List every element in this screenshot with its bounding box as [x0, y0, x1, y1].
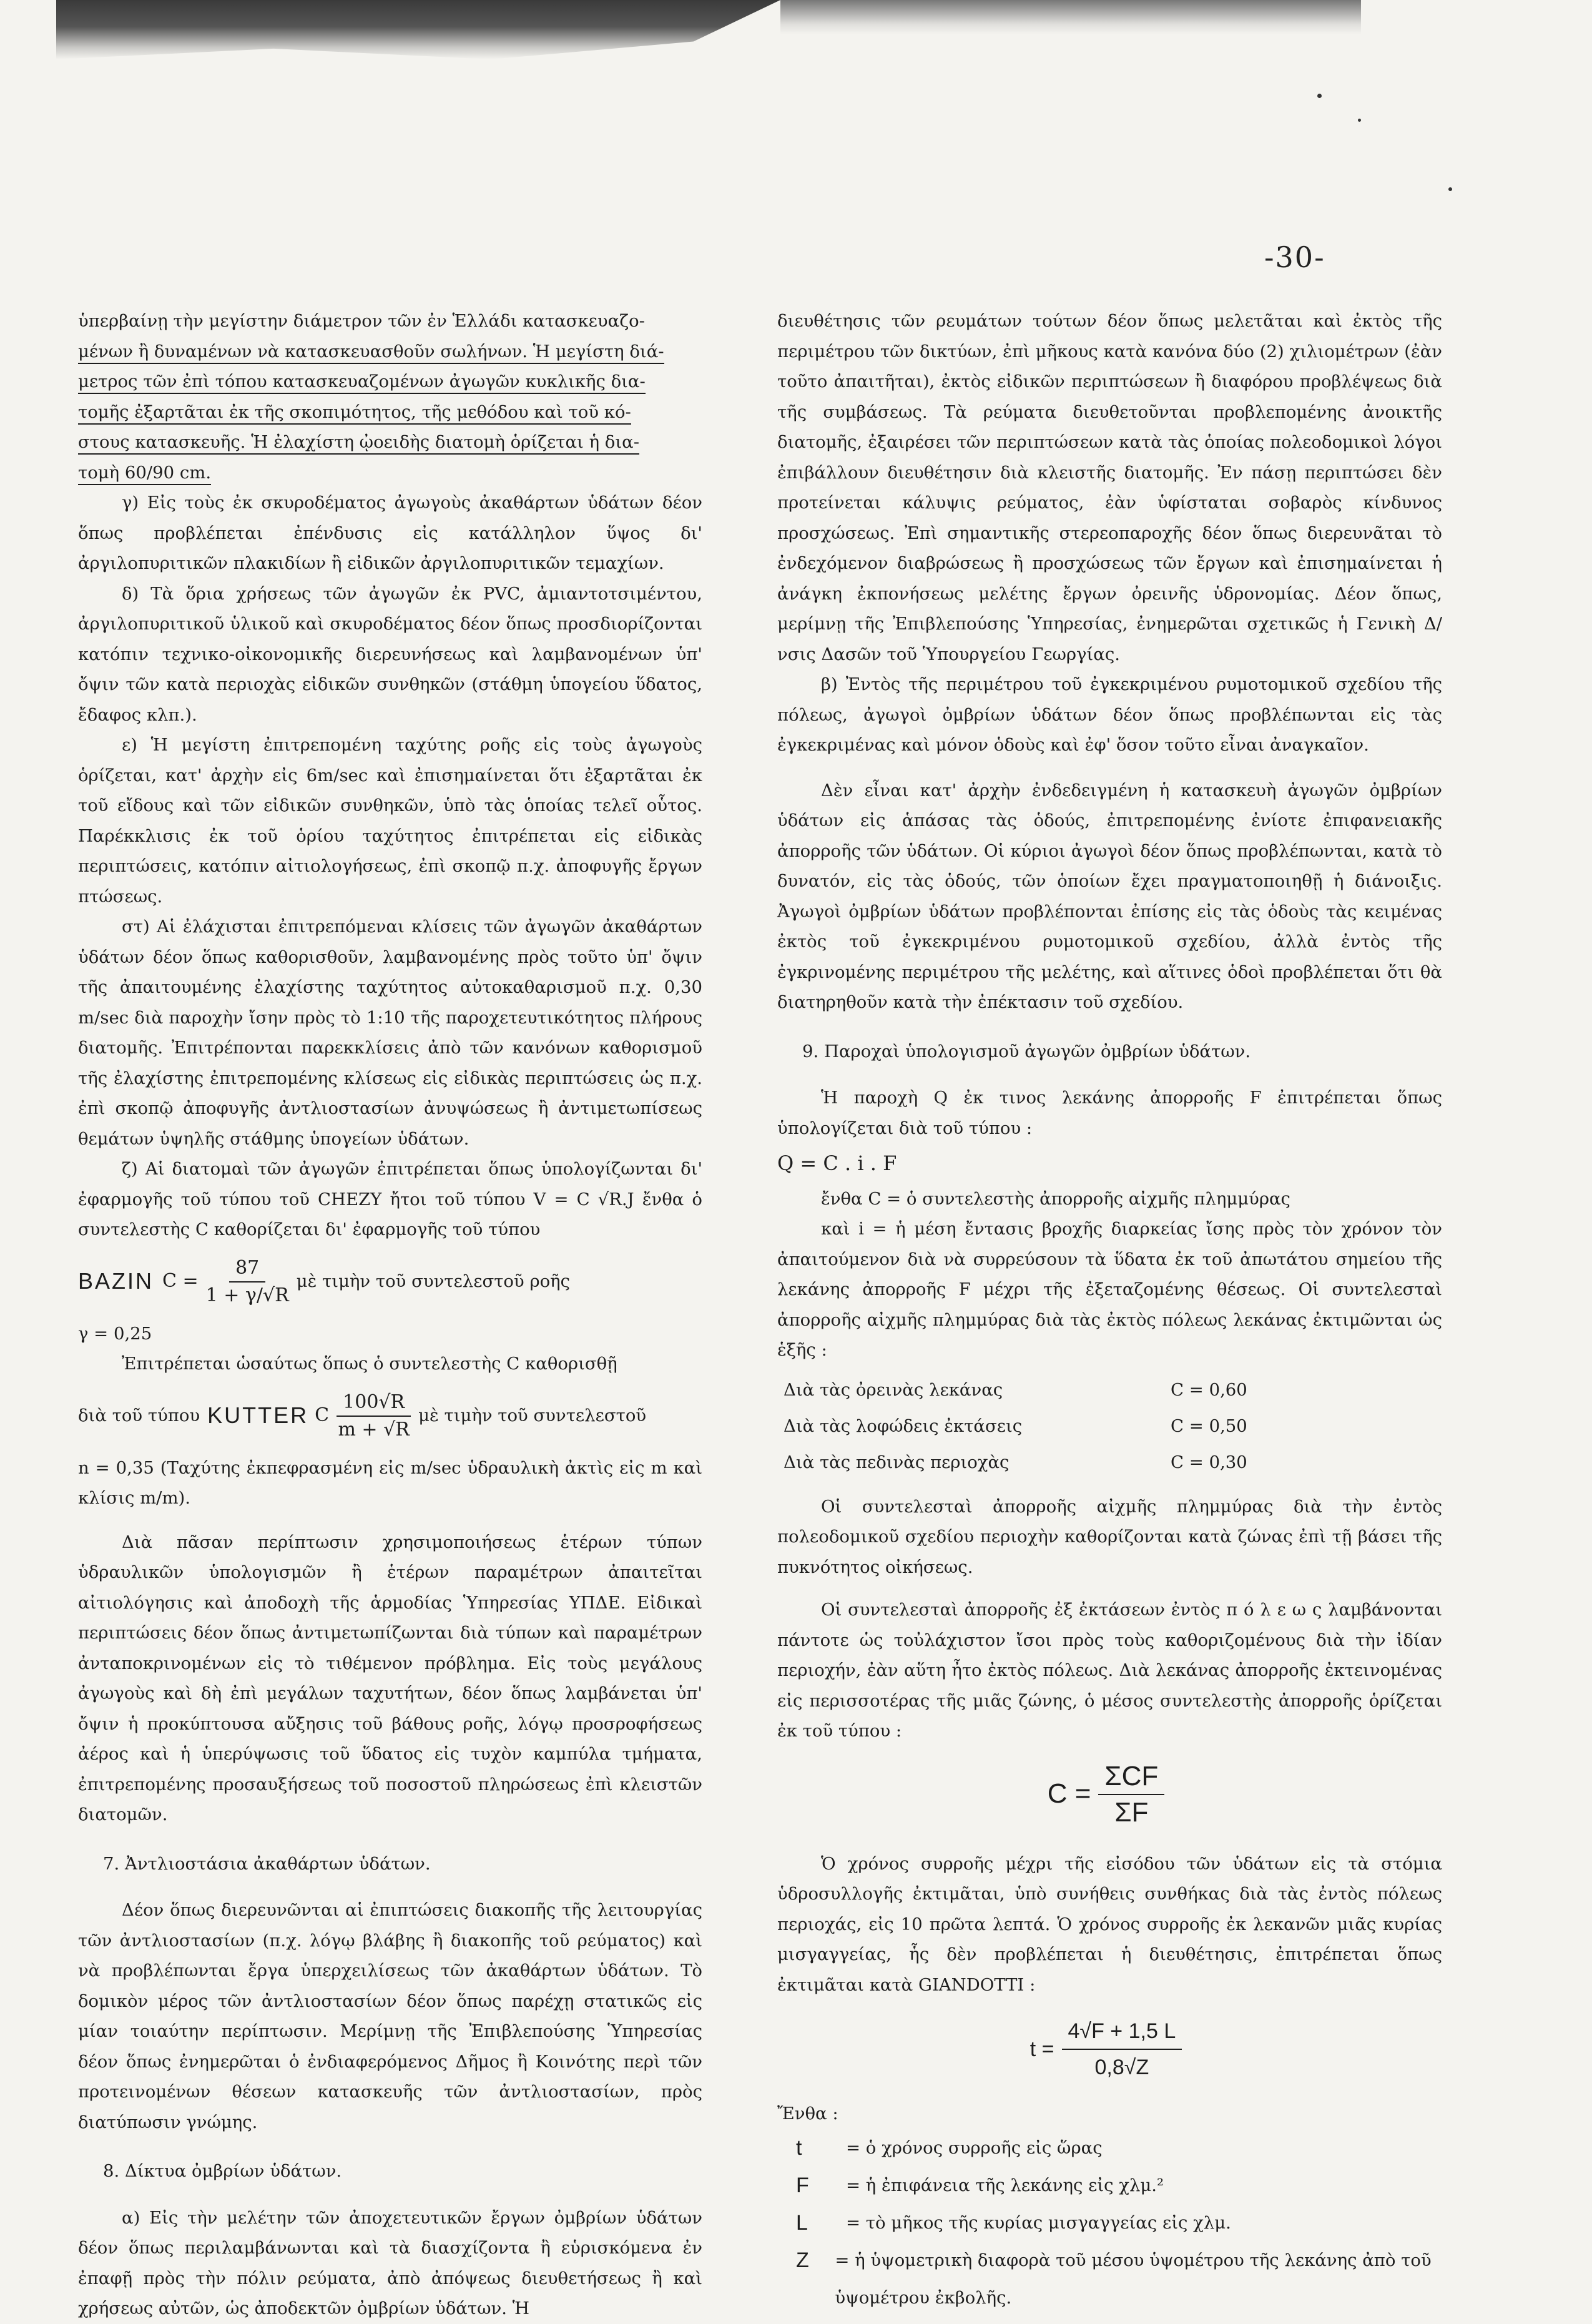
bazin-fraction — [206, 1255, 289, 1309]
bazin-label: BAZIN — [78, 1268, 154, 1294]
definition-symbol: t — [796, 2135, 802, 2160]
coefficient-table — [777, 1372, 1442, 1480]
formula-c-lhs: C = — [1047, 1778, 1091, 1809]
paragraph-other-formulas: Διὰ πᾶσαν περίπτωσιν χρησιμοποιήσεως ἑτέρων τύπων ὑδραυλικῶν ὑπολογισμῶν ἢ ἑτέρων παραμέτρων ἀπαιτεῖται αἰτιολόγησις καὶ ἀποδοχὴ τῆς ἁρμοδίας Ὑπηρεσίας ΥΠΔΕ. Εἰδικαὶ περιπτώσεις δέον ὅπως ἀντιμετωπίζωνται διὰ τύπων καὶ παραμέτρων ἀνταποκρινομένων εἰς τὸ τιθέμενον πρόβλημα. Εἰς τοὺς μεγάλους ἀγωγοὺς καὶ δὴ ἐπὶ μεγάλων ταχυτήτων, δέον ὅπως λαμβάνεται ὑπ' ὄψιν ἡ προκύπτουσα αὔξησις τοῦ βάθους ροῆς, λόγῳ προσροφήσεως ἀέρος καὶ ἡ ὑπερύψωσις τοῦ ὕδατος εἰς τυχὸν καμπύλα τμήματα, ἐπιτρεπομένης προσαυξήσεως τοῦ ποσοστοῦ πληρώσεως ἐπὶ κλειστῶν διατομῶν. — [78, 1532, 702, 1824]
bazin-formula — [78, 1255, 702, 1309]
heading-section-7: 7. Ἀντλιοστάσια ἀκαθάρτων ὑδάτων. — [103, 1853, 431, 1874]
coefficient-row — [784, 1372, 1442, 1408]
underlined-text: τομὴ 60/90 cm. — [78, 463, 211, 485]
underlined-text: τομῆς ἐξαρτᾶται ἐκ τῆς σκοπιμότητος, τῆς μεθόδου καὶ τοῦ κό- — [78, 402, 631, 425]
scan-speck — [1358, 119, 1361, 122]
paragraph-st: στ) Αἱ ἐλάχισται ἐπιτρεπόμεναι κλίσεις τῶν ἀγωγῶν ἀκαθάρτων ὑδάτων δέον ὅπως καθορισθοῦν, λαμβανομένης πρὸς τοῦτο ὑπ' ὄψιν τῆς ἀπαιτουμένης ἐλαχίστης ταχύτητος αὐτοκαθαρισμοῦ π.χ. 0,30 m/sec διὰ παροχὴν ἴσην πρὸς τὸ 1:10 τῆς παροχετευτικότητος πλήρους διατομῆς. Ἐπιτρέπονται παρεκκλίσεις ἀπὸ τῶν κανόνων καθορισμοῦ τῆς ἐλαχίστης ἐπιτρεπομένης κλίσεως εἰς εἰδικὰς περιπτώσεις ὡς π.χ. ἐπὶ σκοπῷ ἀποφυγῆς ἀντλιοστασίων ἀνυψώσεως ἢ ἀντιμετωπίσεως θεμάτων ὑψηλῆς στάθμης ὑπογείων ὑδάτων. — [78, 917, 702, 1149]
page-number: -30- — [1264, 240, 1325, 274]
paragraph-delta: δ) Τὰ ὅρια χρήσεως τῶν ἀγωγῶν ἐκ PVC, ἀμιαντοτσιμέντου, ἀργιλοπυριτικοῦ ὑλικοῦ καὶ σκυροδέματος δέον ὅπως προσδιορίζονται κατόπιν τεχνικο-οἰκονομικῆς διερευνήσεως καὶ λαμβανομένων ὑπ' ὄψιν τῶν κατὰ περιοχὰς εἰδικῶν συνθηκῶν (στάθμη ὑπογείου ὕδατος, ἔδαφος κλπ.). — [78, 583, 702, 725]
scan-speck — [1317, 94, 1322, 98]
paragraph-zeta: ζ) Αἱ διατομαὶ τῶν ἀγωγῶν ἐπιτρέπεται ὅπως ὑπολογίζωνται δι' ἐφαρμογῆς τοῦ τύπου τοῦ CHEZY ἤτοι τοῦ τύπου V = C √R.J ἔνθα ὁ συντελεστὴς C καθορίζεται δι' ἐφαρμογῆς τοῦ τύπου — [78, 1159, 702, 1239]
scan-shadow — [56, 0, 780, 59]
kutter-label: KUTTER — [207, 1402, 309, 1429]
definition-row — [796, 2242, 1442, 2317]
coefficient-value: C = 0,50 — [1171, 1416, 1247, 1436]
line-text: ὑπερβαίνῃ τὴν μεγίστην διάμετρον τῶν ἐν Ἑλλάδι κατασκευαζο- — [78, 311, 645, 331]
left-column — [78, 306, 702, 2324]
paragraph-urban-zones: Οἱ συντελεσταὶ ἀπορροῆς αἰχμῆς πλημμύρας διὰ τὴν ἐντὸς πολεοδομικοῦ σχεδίου περιοχὴν καθορίζονται κατὰ ζώνας ἐπὶ τῇ βάσει τῆς πυκνότητος οἰκήσεως. — [777, 1496, 1442, 1577]
paragraph-gamma: γ) Εἰς τοὺς ἐκ σκυροδέματος ἀγωγοὺς ἀκαθάρτων ὑδάτων δέον ὅπως προβλέπεται ἐπένδυσις εἰς κατάλληλον ὕψος δι' ἀργιλοπυριτικῶν πλακιδίων ἢ εἰδικῶν ἀργιλοπυριτικῶν τεμαχίων. — [78, 493, 702, 573]
coefficient-label: Διὰ τὰς λοφώδεις ἐκτάσεις — [784, 1416, 1023, 1436]
paragraph-mean-coefficient: Οἱ συντελεσταὶ ἀπορροῆς ἐξ ἐκτάσεων ἐντὸς π ό λ ε ω ς λαμβάνονται πάντοτε ὡς τοὐλάχιστον ἴσοι πρὸς τοὺς καθοριζομένους διὰ τὴν ἰδίαν περιοχήν, ἐὰν αὕτη ἦτο ἐκτὸς πόλεως. Διὰ λεκάνας ἀπορροῆς ἐκτεινομένας εἰς περισσοτέρας τῆς μιᾶς ζώνης, ὁ μέσος συντελεστὴς ἀπορροῆς ὁρίζεται ἐκ τοῦ τύπου : — [777, 1600, 1442, 1741]
coefficient-label: Διὰ τὰς ὀρεινὰς λεκάνας — [784, 1379, 1003, 1400]
kutter-pre: διὰ τοῦ τύπου — [78, 1406, 200, 1426]
formula-giandotti — [777, 2014, 1442, 2085]
bazin-c: C = — [162, 1270, 199, 1292]
paragraph-diameter — [78, 306, 702, 488]
paragraph-beta: β) Ἐντὸς τῆς περιμέτρου τοῦ ἐγκεκριμένου ρυμοτομικοῦ σχεδίου τῆς πόλεως, ἀγωγοὶ ὀμβρίων ὑδάτων δέον ὅπως προβλέπωνται εἰς τὰς ἐγκεκριμένας καὶ μόνον ὁδοὺς καὶ ἐφ' ὅσον τοῦτο εἶναι ἀναγκαῖον. — [777, 674, 1442, 755]
underlined-text: στους κατασκευῆς. Ἡ ἐλαχίστη ᾠοειδὴς διατομὴ ὁρίζεται ἡ δια- — [78, 432, 639, 455]
definition-row — [796, 2167, 1442, 2204]
paragraph-surface-runoff: Δὲν εἶναι κατ' ἀρχὴν ἐνδεδειγμένη ἡ κατασκευὴ ἀγωγῶν ὀμβρίων ὑδάτων εἰς ἁπάσας τὰς ὁδούς, ἐπιτρεπομένης ἐνίοτε ἐπιφανειακῆς ἀπορροῆς τῶν ὑδάτων. Οἱ κύριοι ἀγωγοὶ δέον ὅπως προβλέπωνται, κατὰ τὸ δυνατόν, εἰς τὰς ὁδούς, τῶν ὁποίων ἔχει πραγματοποιηθῇ ἡ διάνοιξις. Ἀγωγοὶ ὀμβρίων ὑδάτων προβλέπονται ἐπίσης εἰς τὰς ὁδοὺς τὰς κειμένας ἐκτὸς τοῦ ἐγκεκριμένου ρυμοτομικοῦ σχεδίου, ἀλλὰ ἐντὸς τῆς ἐγκρινομένης περιμέτρου τῆς μελέτης, καὶ αἵτινες ὁδοὶ προβλέπεται ὅτι θὰ διατηρηθοῦν κατὰ τὴν ἐπέκτασιν τοῦ σχεδίου. — [777, 780, 1442, 1012]
formula-t-denominator: 0,8√Z — [1094, 2056, 1149, 2079]
where-label: Ἔνθα : — [777, 2104, 838, 2124]
paragraph-concentration-time: Ὁ χρόνος συρροῆς μέχρι τῆς εἰσόδου τῶν ὑδάτων εἰς τὰ στόμια ὑδροσυλλογῆς ἐκτιμᾶται, ὑπὸ συνήθεις συνθήκας διὰ τὰς ἐντὸς πόλεως περιοχάς, εἰς 10 πρῶτα λεπτά. Ὁ χρόνος συρροῆς ἐκ λεκανῶν μιᾶς κυρίας μισγαγγείας, ἧς δὲν προβλέπεται ἡ διευθέτησις, ἐπιτρέπεται ὅπως ἐκτιμᾶται κατὰ GIANDOTTI : — [777, 1853, 1442, 1995]
bazin-numerator: 87 — [229, 1255, 265, 1283]
scan-speck — [1448, 187, 1452, 191]
text-line — [78, 458, 702, 488]
definition-row — [796, 2204, 1442, 2242]
text-line — [78, 367, 702, 397]
formula-t-lhs: t = — [1029, 2037, 1054, 2061]
coefficient-value: C = 0,60 — [1171, 1379, 1247, 1400]
definitions-list — [777, 2129, 1442, 2317]
paragraph-discharge: Ἡ παροχὴ Q ἐκ τινος λεκάνης ἀπορροῆς F ἐπιτρέπεται ὅπως ὑπολογίζεται διὰ τοῦ τύπου : — [777, 1088, 1442, 1138]
formula-c-numerator: ΣCF — [1098, 1759, 1164, 1795]
bazin-tail: μὲ τιμὴν τοῦ συντελεστοῦ ροῆς — [296, 1271, 571, 1292]
kutter-formula — [78, 1389, 702, 1443]
underlined-text: μετρος τῶν ἐπὶ τόπου κατασκευαζομένων ἀγωγῶν κυκλικῆς δια- — [78, 372, 646, 394]
definition-c: ἔνθα C = ὁ συντελεστὴς ἀπορροῆς αἰχμῆς πλημμύρας — [821, 1188, 1290, 1209]
text-line — [78, 427, 702, 458]
paragraph-n-value: n = 0,35 (Ταχύτης ἐκπεφρασμένη εἰς m/sec ὑδραυλικὴ ἀκτὶς εἰς m καὶ κλίσις m/m). — [78, 1457, 702, 1508]
coefficient-value: C = 0,30 — [1171, 1452, 1247, 1472]
paragraph-kutter-intro: Ἐπιτρέπεται ὡσαύτως ὅπως ὁ συντελεστὴς C καθορισθῇ — [122, 1354, 617, 1374]
definition-text: = τὸ μῆκος τῆς κυρίας μισγαγγείας εἰς χλμ. — [846, 2212, 1231, 2233]
formula-mean-c — [777, 1759, 1442, 1830]
underlined-text: μένων ἢ δυναμένων νὰ κατασκευασθοῦν σωλήνων. Ἡ μεγίστη διά- — [78, 342, 664, 364]
heading-section-8: 8. Δίκτυα ὀμβρίων ὑδάτων. — [103, 2161, 342, 2181]
definition-row — [796, 2129, 1442, 2167]
paragraph-streams: διευθέτησις τῶν ρευμάτων τούτων δέον ὅπως μελετᾶται καὶ ἐκτὸς τῆς περιμέτρου τῶν δικτύων, ἐπὶ μῆκους κατὰ κανόνα δύο (2) χιλιομέτρων (ἐὰν τοῦτο ἀπαιτῆται), ἐκτὸς εἰδικῶν περιπτώσεων ἢ διαφόρου προβλέψεως διὰ τῆς συμβάσεως. Τὰ ρεύματα διευθετοῦνται προβλεπομένης ἀνοικτῆς διατομῆς, ἐξαιρέσει τῶν περιπτώσεων κατὰ τὰς ὁποίας πολεοδομικοὶ λόγοι ἐπιβάλλουν διευθέτησιν διὰ κλειστῆς διατομῆς. Ἐν πάσῃ περιπτώσει δὲν προτείνεται κάλυψις ρεύματος, ἐὰν ὑφίσταται σοβαρὸς κίνδυνος προσχώσεως. Ἐπὶ σημαντικῆς στερεοπαροχῆς δέον ὅπως διερευνᾶται τὸ ἐνδεχόμενον διαβρώσεως ἢ προσχώσεως τῶν ἔργων καὶ ἐπισημαίνεται ἡ ἀνάγκη ἐκπονήσεως μελέτης ἔργων ὀρεινῆς ὑδρονομίας. Δέον ὅπως, μερίμνῃ τῆς Ἐπιβλεπούσης Ὑπηρεσίας, ἐνημερῶται σχετικῶς ἡ Γενικὴ Δ/νσις Δασῶν τοῦ Ὑπουργείου Γεωργίας. — [777, 311, 1442, 664]
right-column — [777, 306, 1442, 2317]
kutter-c: C — [315, 1404, 330, 1427]
formula-t-numerator: 4√F + 1,5 L — [1062, 2014, 1182, 2050]
text-line — [78, 337, 702, 367]
paragraph-pumping-stations: Δέον ὅπως διερευνῶνται αἱ ἐπιπτώσεις διακοπῆς τῆς λειτουργίας τῶν ἀντλιοστασίων (π.χ. λόγῳ βλάβης ἢ διακοπῆς τοῦ ρεύματος) καὶ νὰ προβλέπωνται ἔργα ὑπερχειλίσεως τῶν ἀκαθάρτων ὑδάτων. Τὸ δομικὸν μέρος τῶν ἀντλιοστασίων δέον ὅπως παρέχῃ στατικῶς εἰς μίαν τοιαύτην περίπτωσιν. Μερίμνῃ τῆς Ἐπιβλεπούσης Ὑπηρεσίας δέον ὅπως ἐνημερῶται ὁ ἐνδιαφερόμενος Δῆμος ἢ Κοινότης περὶ τῶν προτεινομένων θέσεων κατασκευῆς τῶν ἀντλιοστασίων, πρὸς διατύπωσιν γνώμης. — [78, 1900, 702, 2132]
gamma-value: γ = 0,25 — [78, 1323, 152, 1344]
text-line — [78, 397, 702, 428]
scan-shadow-light — [780, 0, 1361, 34]
paragraph-intensity: καὶ i = ἡ μέση ἔντασις βροχῆς διαρκείας ἴσης πρὸς τὸν χρόνον τὸν ἀπαιτούμενον διὰ νὰ συρρεύσουν τὰ ὕδατα ἐκ τοῦ ἀπωτάτου σημείου τῆς λεκάνης ἀπορροῆς F μέχρι τῆς ἐξεταζομένης θέσεως. Οἱ συντελεσταὶ ἀπορροῆς αἰχμῆς πλημμύρας διὰ τὰς ἐκτὸς πόλεως λεκάνας ἐκτιμῶνται ὡς ἑξῆς : — [777, 1219, 1442, 1360]
paragraph-epsilon: ε) Ἡ μεγίστη ἐπιτρεπομένη ταχύτης ροῆς εἰς τοὺς ἀγωγοὺς ὁρίζεται, κατ' ἀρχὴν εἰς 6m/sec καὶ ἐπισημαίνεται ὅτι ἐξαρτᾶται ἐκ τοῦ εἴδους καὶ τῶν εἰδικῶν συνθηκῶν, ὑπὸ τὰς ὁποίας τελεῖ οὗτος. Παρέκκλισις ἐκ τοῦ ὁρίου ταχύτητος ἐπιτρέπεται εἰς εἰδικὰς περιπτώσεις, κατόπιν αἰτιολογήσεως, ἐπὶ σκοπῷ π.χ. ἀποφυγῆς ἔργων πτώσεως. — [78, 735, 702, 907]
heading-section-9: 9. Παροχαὶ ὑπολογισμοῦ ἀγωγῶν ὀμβρίων ὑδάτων. — [802, 1041, 1251, 1061]
coefficient-row — [784, 1408, 1442, 1444]
paragraph-storm-networks: α) Εἰς τὴν μελέτην τῶν ἀποχετευτικῶν ἔργων ὀμβρίων ὑδάτων δέον ὅπως περιλαμβάνωνται καὶ τὰ διασχίζοντα ἢ εὑρισκόμενα ἐν ἐπαφῇ πρὸς τὴν πόλιν ρεύματα, ἀπὸ ἀπόψεως διευθετήσεως ἢ καὶ χρήσεως αὐτῶν, ὡς ἀποδεκτῶν ὀμβρίων ὑδάτων. Ἡ — [78, 2207, 702, 2318]
formula-c-fraction — [1098, 1759, 1164, 1830]
coefficient-row — [784, 1444, 1442, 1480]
kutter-numerator: 100√R — [337, 1389, 411, 1417]
coefficient-label: Διὰ τὰς πεδινὰς περιοχὰς — [784, 1452, 1010, 1472]
formula-q: Q = C . i . F — [777, 1151, 897, 1175]
formula-c-denominator: ΣF — [1114, 1796, 1149, 1828]
kutter-denominator: m + √R — [338, 1418, 410, 1440]
definition-symbol: L — [796, 2210, 808, 2235]
definition-text: = ὁ χρόνος συρροῆς εἰς ὥρας — [846, 2137, 1103, 2158]
formula-t-fraction — [1062, 2014, 1182, 2085]
kutter-tail: μὲ τιμὴν τοῦ συντελεστοῦ — [418, 1406, 647, 1426]
definition-text: = ἡ ἐπιφάνεια τῆς λεκάνης εἰς χλμ.² — [846, 2175, 1164, 2195]
definition-symbol: Z — [796, 2248, 809, 2272]
definition-text: = ἡ ὑψομετρικὴ διαφορὰ τοῦ μέσου ὑψομέτρου τῆς λεκάνης ἀπὸ τοῦ ὑψομέτρου ἐκβολῆς. — [835, 2250, 1432, 2308]
text-line — [78, 306, 702, 337]
kutter-fraction — [337, 1389, 411, 1443]
bazin-denominator: 1 + γ/√R — [205, 1284, 289, 1306]
definition-symbol: F — [796, 2173, 809, 2197]
